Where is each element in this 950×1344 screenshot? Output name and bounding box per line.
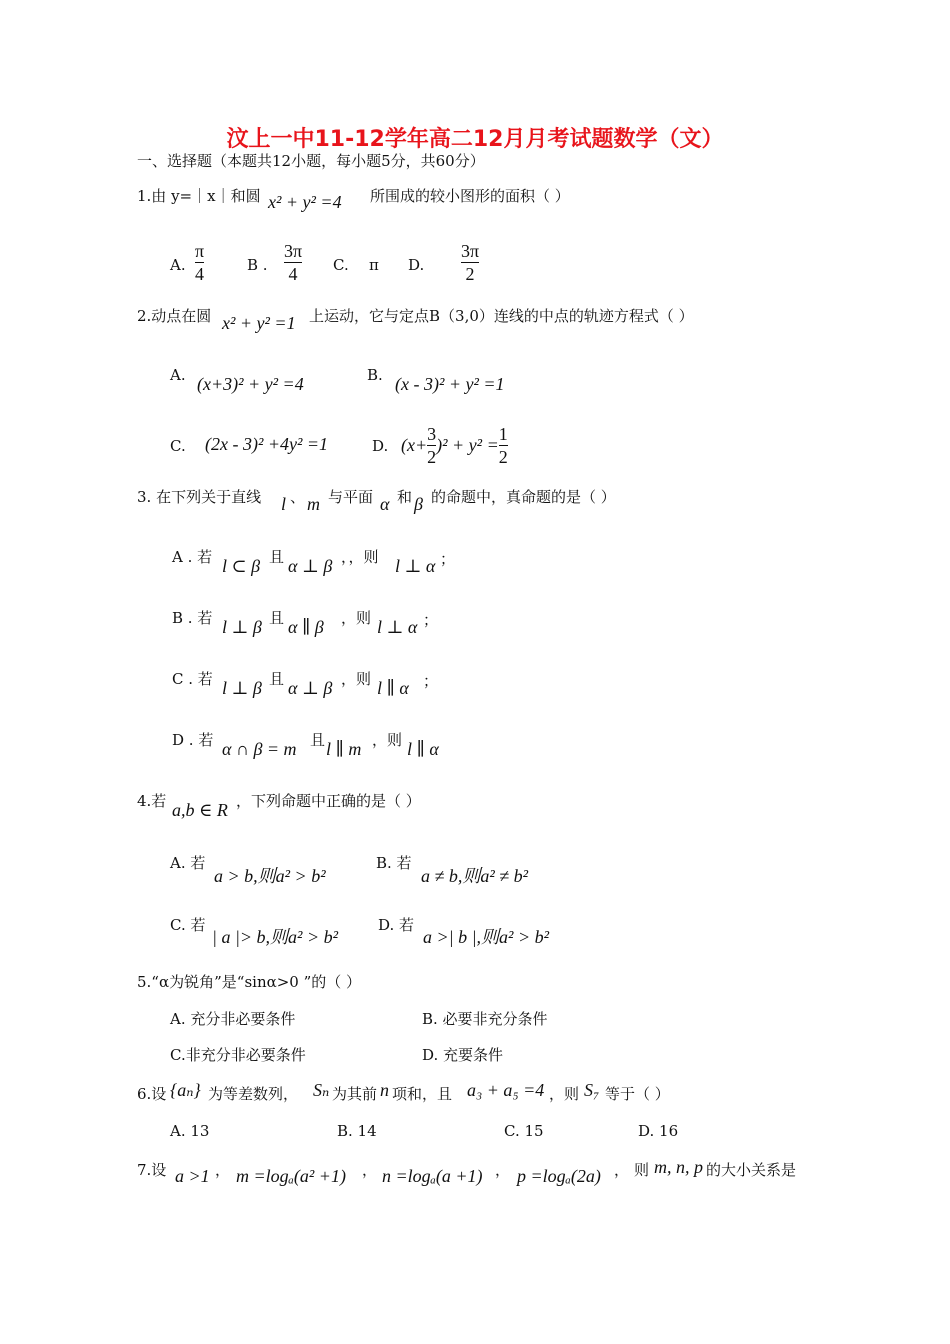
q7-cond4: p =logₐ(2a) [517, 1166, 601, 1186]
q2-option-a-label: A. [170, 366, 186, 384]
q5-option-d: D. 充要条件 [422, 1046, 504, 1064]
q1-tail: 所围成的较小图形的面积（ ） [370, 187, 570, 205]
q2-option-b-label: B. [367, 366, 383, 384]
q3-b-m2: α ∥ β [288, 617, 324, 637]
section-heading: 一、选择题（本题共12小题，每小题5分，共60分） [137, 152, 485, 170]
q1-option-c-label: C. [333, 256, 349, 274]
q2-option-d-math [401, 423, 508, 468]
q3-c-q: 且 [269, 670, 285, 688]
q6-tail: 等于（ ） [605, 1085, 670, 1103]
q2-option-d-label: D. [372, 437, 389, 455]
q3-c-m1: l ⊥ β [222, 678, 262, 698]
q1-b-den: 4 [288, 264, 298, 284]
q4-option-a-label: A. 若 [170, 854, 206, 872]
q6-option-d: D. 16 [638, 1122, 679, 1140]
q7-comma4: ， [614, 1161, 630, 1179]
q2-math: x² + y² =1 [222, 313, 296, 333]
q3-b-label: B . 若 [172, 609, 213, 627]
q4-option-c-math: | a |> b,则a² > b² [212, 927, 338, 947]
q3-d-q: 且 [310, 731, 326, 749]
q2-option-a-math: (x+3)² + y² =4 [197, 374, 304, 394]
q1-b-num: 3π [284, 241, 303, 261]
q1-option-d-label: D. [408, 256, 425, 274]
q3-stem: 3. 在下列关于直线 [137, 488, 262, 506]
q7-vars: m, n, p [654, 1157, 703, 1177]
q3-a-c: ，，则 [341, 548, 379, 566]
q3-a-m1: l ⊂ β [222, 556, 261, 576]
q7-comma3: ， [495, 1161, 511, 1179]
q2-d-frac2 [499, 423, 508, 468]
q3-a-m3: l ⊥ α [395, 556, 436, 576]
q1-a-num: π [195, 241, 205, 261]
q7-comma1: ， [215, 1161, 231, 1179]
q6-mid2: 为其前 [332, 1085, 378, 1103]
q6-option-a: A. 13 [170, 1122, 210, 1140]
q3-b-end: ； [423, 611, 439, 629]
q3-and: 和 [397, 488, 413, 506]
page-title: 汶上一中11-12学年高二12月月考试题数学（文） [226, 127, 724, 152]
q3-b-c: ，则 [341, 609, 372, 627]
q7-stem: 7.设 [137, 1161, 167, 1179]
q2-option-b-math: (x - 3)² + y² =1 [395, 374, 505, 394]
q2-d-rnum: 1 [498, 424, 508, 444]
q2-option-c-math: (2x - 3)² +4y² =1 [205, 434, 329, 454]
q6-option-c: C. 15 [504, 1122, 544, 1140]
q5-option-b: B. 必要非充分条件 [422, 1010, 548, 1028]
q4-option-c-label: C. 若 [170, 916, 206, 934]
q3-b-m3: l ⊥ α [377, 617, 418, 637]
q3-m: m [307, 494, 320, 514]
q3-c-label: C . 若 [172, 670, 213, 688]
q1-option-a-fraction [195, 240, 204, 285]
q4-option-a-math: a > b,则a² > b² [214, 866, 326, 886]
q3-c-end: ； [423, 672, 439, 690]
q6-seq: {aₙ} [170, 1080, 201, 1100]
q3-d-m1: α ∩ β = m [222, 739, 297, 759]
q3-beta: β [414, 494, 423, 514]
q3-d-label: D . 若 [172, 731, 214, 749]
q6-mid3: 项和，且 [392, 1085, 453, 1103]
q7-cond1: a >1 [175, 1166, 210, 1186]
q4-tail: ，下列命题中正确的是（ ） [236, 792, 421, 810]
q4-option-b-label: B. 若 [376, 854, 412, 872]
q1-d-num: 3π [461, 241, 480, 261]
q3-c-c: ，则 [341, 670, 372, 688]
q6-option-b: B. 14 [337, 1122, 377, 1140]
q4-option-d-label: D. 若 [378, 916, 415, 934]
q3-a-label: A . 若 [172, 548, 213, 566]
q3-c-m2: α ⊥ β [288, 678, 333, 698]
q1-d-den: 2 [465, 264, 475, 284]
q3-sep: 、 [290, 488, 306, 506]
q5-stem: 5.“α为锐角”是“sinα>0 ”的（ ） [137, 973, 362, 991]
q3-stem2: 与平面 [328, 488, 374, 506]
q1-math: x² + y² =4 [268, 192, 342, 212]
q6-s7: S₇ [584, 1080, 600, 1100]
q3-alpha: α [380, 494, 390, 514]
q2-d-rden: 2 [498, 447, 508, 467]
q7-cond3: n =logₐ(a +1) [382, 1166, 483, 1186]
q2-d-pre: (x+ [401, 435, 428, 455]
q2-d-mid: )² + y² = [436, 435, 499, 455]
q3-d-m3: l ∥ α [407, 739, 439, 759]
q6-sn: Sₙ [313, 1080, 330, 1100]
q3-a-q: 且 [269, 548, 285, 566]
q3-b-m1: l ⊥ β [222, 617, 262, 637]
q2-d-frac1 [427, 423, 436, 468]
q6-mid4: ，则 [549, 1085, 580, 1103]
q7-tail: 的大小关系是 [706, 1161, 797, 1179]
q1-option-b-label: B . [247, 256, 268, 274]
q7-then: 则 [634, 1161, 650, 1179]
q1-a-den: 4 [195, 264, 205, 284]
q6-cond: a₃ + a₅ =4 [467, 1080, 545, 1100]
q1-option-b-fraction [284, 240, 302, 285]
q2-stem: 2.动点在圆 [137, 307, 212, 325]
q3-c-m3: l ∥ α [377, 678, 409, 698]
q1-option-c-value: π [369, 256, 379, 274]
q6-mid1: 为等差数列， [208, 1085, 299, 1103]
q1-option-a-label: A. [170, 256, 186, 274]
q4-stem: 4.若 [137, 792, 167, 810]
q3-b-q: 且 [269, 609, 285, 627]
q3-d-m2: l ∥ m [326, 739, 362, 759]
q4-option-d-math: a >| b |,则a² > b² [423, 927, 549, 947]
q1-stem: 1.由 y=｜x｜和圆 [137, 187, 261, 205]
q6-stem: 6.设 [137, 1085, 167, 1103]
q2-tail: 上运动，它与定点B（3,0）连线的中点的轨迹方程式（ ） [309, 307, 694, 325]
q2-option-c-label: C. [170, 437, 186, 455]
q3-a-end: ； [440, 550, 456, 568]
q4-option-b-math: a ≠ b,则a² ≠ b² [421, 866, 529, 886]
q4-math: a,b ∈ R [172, 800, 228, 820]
q7-cond2: m =logₐ(a² +1) [236, 1166, 346, 1186]
q3-a-m2: α ⊥ β [288, 556, 333, 576]
q5-option-a: A. 充分非必要条件 [170, 1010, 296, 1028]
q1-option-d-fraction [461, 240, 479, 285]
q5-option-c: C.非充分非必要条件 [170, 1046, 306, 1064]
q2-d-num: 3 [427, 424, 437, 444]
q3-d-c: ，则 [372, 731, 403, 749]
q7-comma2: ， [362, 1161, 378, 1179]
q6-n: n [380, 1080, 389, 1100]
q3-l: l [281, 494, 287, 514]
q2-d-den: 2 [427, 447, 437, 467]
q3-stem3: 的命题中，真命题的是（ ） [431, 488, 616, 506]
